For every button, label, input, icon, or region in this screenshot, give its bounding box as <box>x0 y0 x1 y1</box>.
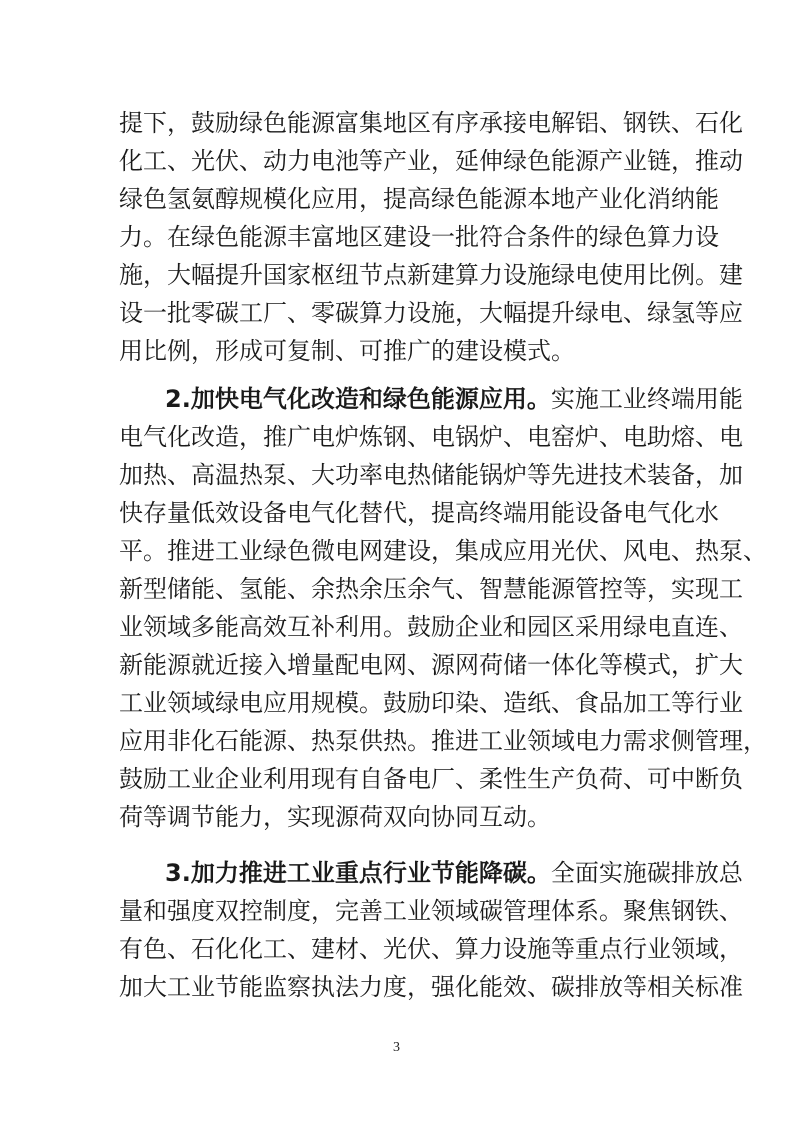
paragraph-3-line-3: 有色、石化化工、建材、光伏、算力设施等重点行业领域， <box>119 935 743 963</box>
paragraph-2-line-7: 业领域多能高效互补利用。鼓励企业和园区采用绿电直连、 <box>119 613 743 641</box>
paragraph-2-line-4: 快存量低效设备电气化替代，提高终端用能设备电气化水 <box>119 499 719 527</box>
paragraph-1-line-4: 力。在绿色能源丰富地区建设一批符合条件的绿色算力设 <box>119 223 719 251</box>
paragraph-2-line-9: 工业领域绿电应用规模。鼓励印染、造纸、食品加工等行业 <box>119 689 743 717</box>
paragraph-2-line-2: 电气化改造，推广电炉炼钢、电锅炉、电窑炉、电助熔、电 <box>119 423 743 451</box>
paragraph-1-line-3: 绿色氢氨醇规模化应用，提高绿色能源本地产业化消纳能 <box>119 185 719 213</box>
page-number: 3 <box>393 1040 400 1055</box>
paragraph-2-line-12: 荷等调节能力，实现源荷双向协同互动。 <box>119 803 551 831</box>
paragraph-1-line-1: 提下，鼓励绿色能源富集地区有序承接电解铝、钢铁、石化 <box>119 109 743 137</box>
paragraph-2-line-3: 加热、高温热泵、大功率电热储能锅炉等先进技术装备，加 <box>119 461 743 489</box>
paragraph-1-line-7: 用比例，形成可复制、可推广的建设模式。 <box>119 337 575 365</box>
paragraph-1-line-5: 施，大幅提升国家枢纽节点新建算力设施绿电使用比例。建 <box>119 261 743 289</box>
paragraph-2-first-line-text: 实施工业终端用能 <box>550 385 743 413</box>
paragraph-2-line-5: 平。推进工业绿色微电网建设，集成应用光伏、风电、热泵、 <box>119 537 767 565</box>
paragraph-2-first-line <box>165 384 743 414</box>
paragraph-1-line-2: 化工、光伏、动力电池等产业，延伸绿色能源产业链，推动 <box>119 147 743 175</box>
paragraph-2-line-6: 新型储能、氢能、余热余压余气、智慧能源管控等，实现工 <box>119 575 743 603</box>
paragraph-3-heading: 3.加力推进工业重点行业节能降碳。 <box>165 859 551 887</box>
paragraph-3-first-line-text: 全面实施碳排放总 <box>550 859 743 887</box>
paragraph-3-line-4: 加大工业节能监察执法力度，强化能效、碳排放等相关标准 <box>119 973 743 1001</box>
paragraph-2-heading: 2.加快电气化改造和绿色能源应用。 <box>165 385 551 413</box>
paragraph-2-line-11: 鼓励工业企业利用现有自备电厂、柔性生产负荷、可中断负 <box>119 765 743 793</box>
paragraph-3-first-line <box>165 858 743 888</box>
paragraph-1-line-6: 设一批零碳工厂、零碳算力设施，大幅提升绿电、绿氢等应 <box>119 299 743 327</box>
paragraph-2-line-10: 应用非化石能源、热泵供热。推进工业领域电力需求侧管理， <box>119 727 767 755</box>
paragraph-3-line-2: 量和强度双控制度，完善工业领域碳管理体系。聚焦钢铁、 <box>119 897 743 925</box>
paragraph-2-line-8: 新能源就近接入增量配电网、源网荷储一体化等模式，扩大 <box>119 651 743 679</box>
